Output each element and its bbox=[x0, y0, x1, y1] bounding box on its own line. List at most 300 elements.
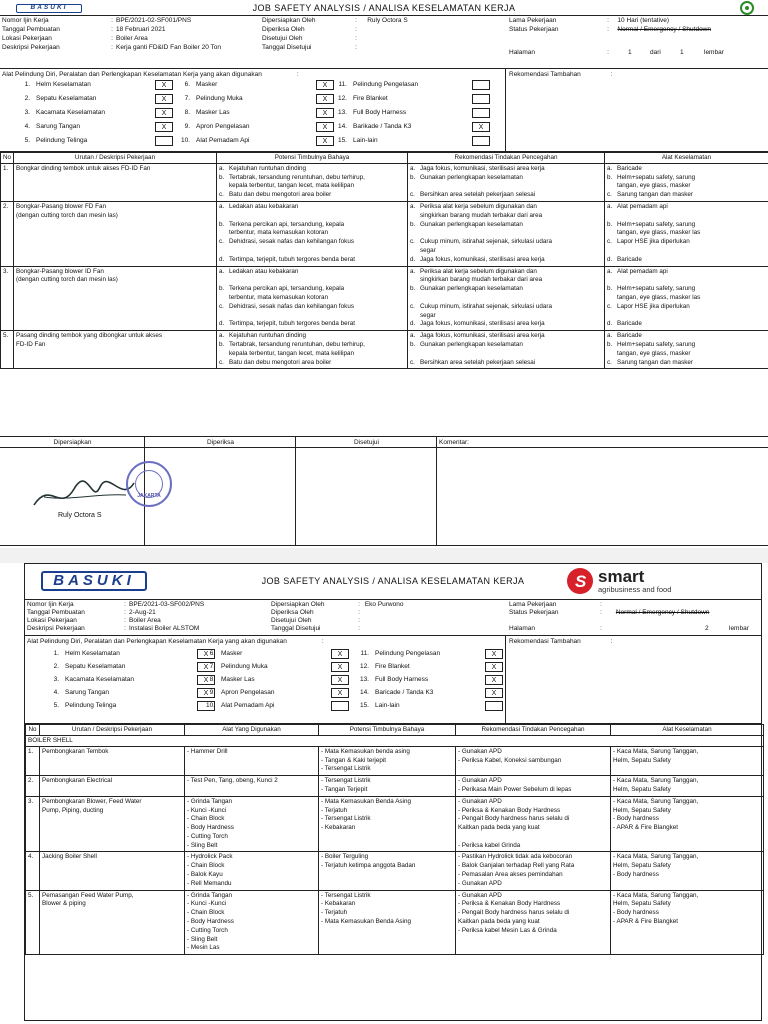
column-header: Alat Yang Digunakan bbox=[185, 725, 319, 736]
ppe-item-number: 6. bbox=[209, 650, 215, 657]
item-text: Lapor HSE jika diperlukan bbox=[617, 238, 690, 246]
alat-cell bbox=[185, 852, 319, 890]
item-letter: c. bbox=[219, 358, 224, 366]
alat-line bbox=[607, 203, 766, 212]
table-row bbox=[26, 776, 764, 797]
ppe-checkbox[interactable]: X bbox=[331, 675, 349, 685]
ppe-checkbox[interactable]: X bbox=[331, 649, 349, 659]
rekom-line bbox=[410, 212, 602, 221]
label: Halaman bbox=[509, 625, 536, 632]
rekom-line: - Balok Ganjalan terhadap Rell yang Rata bbox=[458, 862, 575, 870]
label: dari bbox=[650, 49, 661, 56]
ppe-item-text: Masker Las bbox=[221, 676, 255, 683]
rekom-line bbox=[410, 221, 602, 230]
item-letter: a. bbox=[607, 332, 613, 340]
rekom-line bbox=[410, 359, 602, 368]
rekom-cell bbox=[456, 890, 611, 955]
ppe-item-number: 5. bbox=[53, 702, 59, 709]
bahaya-cell bbox=[217, 163, 408, 201]
ppe-item-label bbox=[333, 109, 406, 117]
item-letter: b. bbox=[607, 285, 613, 293]
desc-line: Blower & piping bbox=[42, 900, 86, 908]
label: Diperiksa Oleh bbox=[271, 609, 314, 616]
item-text: Cukup minum, istirahat sejenak, sirkulasi udara bbox=[420, 238, 552, 246]
bahaya-line: - Tangan Terjepit bbox=[321, 785, 368, 793]
item-text: Lapor HSE jika diperlukan bbox=[617, 302, 690, 310]
ppe-item-number: 4. bbox=[53, 689, 59, 696]
work-step-text: Bongkar dinding tembok untuk akses FD-ID Fan bbox=[16, 164, 151, 172]
bahaya-cell bbox=[217, 331, 408, 369]
alat-line bbox=[607, 294, 766, 303]
ppe-item-number: 3. bbox=[53, 676, 59, 683]
desc-cell bbox=[40, 746, 185, 775]
item-letter: d. bbox=[219, 320, 225, 328]
ppe-item-label bbox=[176, 81, 217, 89]
bahaya-line bbox=[219, 276, 405, 285]
item-text: Dehidrasi, sesak nafas dan kehilangan fokus bbox=[229, 302, 354, 310]
ppe-item-label bbox=[333, 95, 388, 103]
bahaya-line bbox=[219, 191, 405, 200]
label: Dipersiapkan Oleh bbox=[262, 17, 316, 24]
item-text: tangan, eye glass, masker bbox=[617, 349, 691, 357]
ppe-item-text: Kacamata Keselamatan bbox=[36, 109, 106, 116]
item-text: Tertimpa, terjepit, tubuh tergores benda berat bbox=[229, 255, 356, 263]
ppe-item-text: Sepatu Keselamatan bbox=[65, 663, 126, 670]
item-text: Periksa alat kerja sebelum digunakan dan bbox=[420, 267, 537, 275]
item-text: singkirkan barang mudah terbakar dari area bbox=[420, 211, 543, 219]
bahaya-line: - Tersengat Listrik bbox=[321, 815, 371, 823]
ppe-item-text: Lain-lain bbox=[353, 137, 378, 144]
ppe-item-label bbox=[201, 689, 275, 697]
ppe-item-text: Helm Keselamatan bbox=[36, 81, 91, 88]
rekom-line: - Pastikan Hydrolick tidak ada kebocoran bbox=[458, 853, 573, 861]
item-text: Tertimpa, terjepit, tubuh tergores benda berat bbox=[229, 320, 356, 328]
created-date: 18 Februari 2021 bbox=[116, 26, 166, 33]
alat-line bbox=[607, 221, 766, 230]
ppe-checkbox[interactable]: X bbox=[197, 675, 215, 685]
rekom-line: - Gunakan APD bbox=[458, 879, 502, 887]
rekom-line bbox=[410, 165, 602, 174]
jsa-table bbox=[0, 152, 768, 369]
doc1-meta: Nomor Ijin Kerja : BPE/2021-02-SF001/PNS Tanggal Pembuatan : 18 Februari 2021 Lokasi Pekerjaan : Boiler Area Deskripsi Pekerjaan : Kerja ganti FD&ID Fan Boiler 20 Ton Dipersiapkan Oleh : Ruly Octora S Diperiksa Oleh : Disetujui Oleh : Tanggal Disetujui : Lama Pekerjaan : 10 Hari (tentative) Status Pekerjaan : Normal / Emergency / Shutdown Halaman : 1 dari 1 lembar bbox=[0, 16, 768, 69]
row-number: 2. bbox=[26, 776, 40, 797]
bahaya-cell bbox=[319, 852, 456, 890]
page-number: 1 bbox=[628, 49, 632, 56]
alat-line: - Hammer Drill bbox=[187, 747, 228, 755]
ppe-item-number: 12. bbox=[359, 663, 369, 670]
bahaya-line bbox=[219, 332, 405, 341]
bahaya-line bbox=[219, 212, 405, 221]
item-letter: b. bbox=[410, 285, 416, 293]
item-text: Gunakan perlengkapan keselamatan bbox=[420, 341, 523, 348]
item-letter: d. bbox=[219, 255, 225, 263]
ppe-item-number: 10. bbox=[180, 137, 190, 144]
alat-cell bbox=[185, 890, 319, 955]
alat-line: - Sling Belt bbox=[187, 935, 218, 943]
work-location: Boiler Area bbox=[129, 617, 161, 624]
work-status: Normal / Emergency / Shutdown bbox=[615, 609, 710, 616]
item-letter: d. bbox=[410, 255, 416, 263]
column-header: Potensi Timbulnya Bahaya bbox=[319, 725, 456, 736]
work-description: Instalasi Boiler ALSTOM bbox=[129, 625, 200, 632]
apd-line: Helm, Sepatu Safety bbox=[613, 862, 671, 870]
apd-line: Helm, Sepatu Safety bbox=[613, 756, 671, 764]
apd-line: - Kaca Mata, Sarung Tanggan, bbox=[613, 891, 699, 899]
sign-label: Diperiksa bbox=[206, 439, 235, 446]
row-number: 1. bbox=[1, 163, 14, 201]
ppe-item-text: Pelindung Telinga bbox=[36, 137, 88, 144]
work-step-text: Bongkar-Pasang blower ID Fan bbox=[16, 267, 104, 275]
alat-line: - Cutting Torch bbox=[187, 832, 228, 840]
rekom-line bbox=[410, 174, 602, 183]
ppe-item-text: Full Body Harness bbox=[353, 109, 407, 116]
ppe-item-number: 8. bbox=[184, 109, 190, 116]
alat-line bbox=[607, 303, 766, 312]
alat-line bbox=[607, 191, 766, 200]
apd-line: - APAR & Fire Blangket bbox=[613, 918, 678, 926]
row-number: 3. bbox=[26, 796, 40, 852]
alat-line bbox=[607, 268, 766, 277]
ppe-checkbox[interactable]: X bbox=[485, 649, 503, 659]
alat-line bbox=[607, 350, 766, 359]
desc-line: Pump, Piping, ducting bbox=[42, 806, 104, 814]
item-letter: a. bbox=[410, 332, 416, 340]
item-letter: a. bbox=[410, 267, 416, 275]
ppe-item-label bbox=[16, 123, 80, 131]
rekom-line: - Gunakan APD bbox=[458, 797, 502, 805]
bahaya-line: - Boiler Terguling bbox=[321, 853, 369, 861]
ppe-checkbox[interactable]: X bbox=[155, 108, 173, 118]
apd-cell bbox=[611, 776, 764, 797]
ppe-item-label bbox=[333, 123, 411, 131]
apd-line: - Body hardness bbox=[613, 815, 659, 823]
item-text: Kejatuhan runtuhan dinding bbox=[229, 164, 307, 172]
column-header: Alat Keselamatan bbox=[611, 725, 764, 736]
ppe-item-text: Fire Blanket bbox=[353, 95, 388, 102]
rekom-line bbox=[410, 276, 602, 285]
table-row bbox=[1, 163, 768, 201]
ppe-item-number: 3. bbox=[24, 109, 30, 116]
alat-line bbox=[607, 341, 766, 350]
alat-line bbox=[607, 182, 766, 191]
item-letter: c. bbox=[607, 358, 612, 366]
apd-line: - Kaca Mata, Sarung Tanggan, bbox=[613, 777, 699, 785]
ppe-checkbox[interactable]: X bbox=[472, 122, 490, 132]
label: Nomor Ijin Kerja bbox=[27, 601, 74, 608]
ppe-checkbox[interactable] bbox=[472, 80, 490, 90]
bahaya-line: - Mata Kemasukan Benda Asing bbox=[321, 918, 411, 926]
table-row bbox=[1, 266, 768, 331]
item-text: terbentur, mata kemasukan kotoran bbox=[229, 294, 329, 302]
item-text: Helm+sepatu safety, sarung bbox=[617, 341, 696, 348]
rekom-line bbox=[410, 256, 602, 265]
item-letter: c. bbox=[410, 302, 415, 310]
ppe-item-label bbox=[176, 123, 250, 131]
prepared-by: Ruly Octora S bbox=[367, 17, 408, 24]
item-letter: b. bbox=[607, 173, 613, 181]
alat-line: - Chain Block bbox=[187, 862, 225, 870]
item-text: Batu dan debu mengotori area boiler bbox=[229, 358, 332, 366]
ppe-checkbox[interactable]: X bbox=[316, 80, 334, 90]
ppe-item-label bbox=[333, 81, 418, 89]
bahaya-line bbox=[219, 285, 405, 294]
ppe-checkbox[interactable] bbox=[472, 108, 490, 118]
ppe-checkbox[interactable]: X bbox=[316, 122, 334, 132]
ppe-item-label bbox=[355, 663, 410, 671]
label: Dipersiapkan Oleh bbox=[271, 601, 325, 608]
bahaya-line: - Tersengat Listrik bbox=[321, 765, 371, 773]
rekom-line: - Periksa kabel Mesin Las & Grinda bbox=[458, 926, 557, 934]
bahaya-line bbox=[219, 229, 405, 238]
work-step bbox=[14, 266, 217, 331]
smart-logo bbox=[567, 568, 743, 596]
item-text: Baricade bbox=[617, 255, 642, 263]
ppe-item-label bbox=[45, 663, 125, 671]
ppe-item-text: Full Body Harness bbox=[375, 676, 429, 683]
item-text: Periksa alat kerja sebelum digunakan dan bbox=[420, 203, 537, 211]
alat-line bbox=[607, 332, 766, 341]
ppe-checkbox[interactable]: X bbox=[316, 94, 334, 104]
item-text: Sarung tangan dan masker bbox=[617, 358, 693, 366]
item-letter: a. bbox=[410, 203, 416, 211]
rekom-line bbox=[410, 312, 602, 321]
ppe-item-text: Alat Pemadam Api bbox=[221, 702, 275, 709]
ppe-caption: Alat Pelindung Diri, Peralatan dan Perlengkapan Keselamatan Kerja yang akan digunakan : bbox=[27, 638, 324, 645]
ppe-checkbox[interactable]: X bbox=[331, 688, 349, 698]
item-letter: a. bbox=[607, 164, 613, 172]
ppe-checkbox[interactable]: X bbox=[197, 662, 215, 672]
item-letter: b. bbox=[607, 341, 613, 348]
bahaya-cell bbox=[217, 266, 408, 331]
ppe-checkbox[interactable] bbox=[472, 94, 490, 104]
ppe-checkbox[interactable]: X bbox=[485, 662, 503, 672]
ppe-item-label bbox=[16, 95, 96, 103]
rekom-line: - Periksa Kabel, Koneksi sambungan bbox=[458, 756, 562, 764]
ppe-checkbox[interactable]: X bbox=[485, 675, 503, 685]
rekom-line bbox=[410, 238, 602, 247]
bahaya-line bbox=[219, 182, 405, 191]
alat-line bbox=[607, 174, 766, 183]
alat-line: - Body Hardness bbox=[187, 824, 234, 832]
ppe-caption: Alat Pelindung Diri, Peralatan dan Perlengkapan Keselamatan Kerja yang akan digunakan : bbox=[2, 71, 299, 78]
table-row bbox=[26, 890, 764, 955]
alat-line: - Chain Block bbox=[187, 909, 225, 917]
apd-cell bbox=[611, 890, 764, 955]
item-letter: c. bbox=[607, 238, 612, 246]
bahaya-line bbox=[219, 268, 405, 277]
rekom-cell bbox=[456, 776, 611, 797]
ppe-checkbox[interactable] bbox=[155, 136, 173, 146]
bahaya-line bbox=[219, 221, 405, 230]
item-text: Bersihkan area setelah pekerjaan selesai bbox=[420, 191, 536, 199]
label: Nomor Ijin Kerja bbox=[2, 17, 49, 24]
label: Status Pekerjaan bbox=[509, 26, 559, 33]
item-letter: c. bbox=[219, 238, 224, 246]
alat-line bbox=[607, 229, 766, 238]
ppe-checkbox[interactable]: X bbox=[155, 122, 173, 132]
item-text: Ledakan atau kebakaran bbox=[229, 203, 299, 211]
ppe-checkbox[interactable]: X bbox=[155, 94, 173, 104]
ppe-checkbox[interactable]: X bbox=[197, 649, 215, 659]
rekom-line bbox=[410, 191, 602, 200]
ppe-item-label bbox=[333, 137, 378, 145]
row-number: 4. bbox=[26, 852, 40, 890]
work-step-text: FD-ID Fan bbox=[16, 341, 46, 348]
desc-cell bbox=[40, 796, 185, 852]
table-row bbox=[26, 796, 764, 852]
ppe-item-number: 2. bbox=[24, 95, 30, 102]
item-text: Jaga fokus, komunikasi, sterilisasi area kerja bbox=[420, 164, 545, 172]
rekom-cell bbox=[456, 746, 611, 775]
ppe-item-label bbox=[201, 702, 274, 710]
label: Deskripsi Pekerjaan bbox=[2, 44, 60, 51]
bahaya-line: - Mata Kemasukan Benda Asing bbox=[321, 797, 411, 805]
bahaya-line bbox=[219, 341, 405, 350]
ppe-item-label bbox=[201, 676, 255, 684]
item-text: Kejatuhan runtuhan dinding bbox=[229, 332, 307, 340]
item-text: Gunakan perlengkapan keselamatan bbox=[420, 285, 523, 293]
ppe-item-text: Barikade / Tanda K3 bbox=[353, 123, 412, 130]
rekom-line bbox=[410, 247, 602, 256]
bahaya-line bbox=[219, 320, 405, 329]
ppe-checkbox[interactable]: X bbox=[197, 688, 215, 698]
bahaya-line bbox=[219, 312, 405, 321]
rekom-line: - Perikasa Main Power Sebelum di lepas bbox=[458, 785, 572, 793]
apd-line: - Body hardness bbox=[613, 909, 659, 917]
column-header: No bbox=[26, 725, 40, 736]
desc-line: Pembongkaran Tembok bbox=[42, 747, 109, 755]
item-letter: d. bbox=[607, 255, 613, 263]
ppe-item-text: Masker Las bbox=[196, 109, 230, 116]
ppe-item-label bbox=[355, 676, 428, 684]
bahaya-cell bbox=[319, 796, 456, 852]
ppe-item-label bbox=[355, 650, 440, 658]
apd-line: - Kaca Mata, Sarung Tanggan, bbox=[613, 747, 699, 755]
item-text: tangan, eye glass, masker las bbox=[617, 294, 701, 302]
work-status: Normal / Emergency / Shutdown bbox=[617, 26, 711, 33]
item-letter: b. bbox=[219, 220, 225, 228]
ppe-section bbox=[25, 636, 761, 724]
ppe-checkbox[interactable] bbox=[472, 136, 490, 146]
alat-cell bbox=[605, 266, 768, 331]
alat-cell bbox=[185, 746, 319, 775]
rekom-line: - Pemasalan Area akses pemindahan bbox=[458, 871, 563, 879]
item-text: Alat pemadam api bbox=[617, 203, 668, 211]
item-text: Jaga fokus, komunikasi, sterilisasi area kerja bbox=[420, 332, 545, 340]
desc-cell bbox=[40, 776, 185, 797]
alat-line: - Kunci -Kunci bbox=[187, 900, 227, 908]
bahaya-line: - Tangan & Kaki terjepit bbox=[321, 756, 386, 764]
ppe-item-number: 15. bbox=[337, 137, 347, 144]
apd-cell bbox=[611, 746, 764, 775]
ppe-item-text: Pelindung Pengelasan bbox=[353, 81, 419, 88]
ppe-item-number: 15. bbox=[359, 702, 369, 709]
alat-line bbox=[607, 276, 766, 285]
ppe-checkbox[interactable] bbox=[331, 701, 349, 711]
alat-line bbox=[607, 212, 766, 221]
item-text: Terkena percikan api, tersandung, kepala bbox=[229, 285, 345, 293]
bahaya-cell bbox=[319, 890, 456, 955]
jsa-table bbox=[25, 724, 761, 955]
ppe-checkbox[interactable]: X bbox=[316, 108, 334, 118]
alat-line bbox=[607, 359, 766, 368]
item-letter: c. bbox=[410, 358, 415, 366]
item-letter: b. bbox=[410, 220, 416, 228]
ppe-checkbox[interactable]: X bbox=[155, 80, 173, 90]
sign-label: Dipersiapkan bbox=[53, 439, 92, 446]
rekom-line: - Periksa & Kenakan Body Hardness bbox=[458, 900, 561, 908]
ppe-item-number: 9. bbox=[184, 123, 190, 130]
alat-line: - Sling Belt bbox=[187, 841, 218, 849]
row-number: 3. bbox=[1, 266, 14, 331]
ppe-item-number: 4. bbox=[24, 123, 30, 130]
work-step-text: (dengan cutting torch dan mesin las) bbox=[16, 276, 118, 284]
alat-line: - Chain Block bbox=[187, 815, 225, 823]
ppe-checkbox[interactable]: X bbox=[331, 662, 349, 672]
row-number: 5. bbox=[26, 890, 40, 955]
basuki-logo: BASUKI bbox=[16, 4, 82, 13]
ppe-item-text: Lain-lain bbox=[375, 702, 400, 709]
permit-number: BPE/2021-02-SF001/PNS bbox=[116, 17, 192, 24]
rekom-line: - Gunakan APD bbox=[458, 891, 502, 899]
item-text: tangan, eye glass, masker las bbox=[617, 229, 701, 237]
bahaya-line bbox=[219, 303, 405, 312]
brand-word: smart bbox=[598, 567, 645, 586]
jsa-document-page-2 bbox=[24, 563, 762, 1021]
page-separator bbox=[0, 548, 768, 563]
rekom-line: - Gunakan APD bbox=[458, 747, 502, 755]
ppe-item-text: Sarung Tangan bbox=[65, 689, 109, 696]
table-row bbox=[1, 202, 768, 267]
rekom-line bbox=[410, 303, 602, 312]
column-header: No bbox=[1, 153, 14, 164]
item-text: segar bbox=[420, 311, 436, 319]
item-letter: c. bbox=[607, 191, 612, 199]
bahaya-line bbox=[219, 203, 405, 212]
ppe-item-text: Apron Pengelasan bbox=[196, 123, 250, 130]
ppe-item-text: Pelindung Pengelasan bbox=[375, 650, 441, 657]
ppe-checkbox[interactable]: X bbox=[485, 688, 503, 698]
work-description: Kerja ganti FD&ID Fan Boiler 20 Ton bbox=[116, 44, 222, 51]
doc1-header bbox=[0, 0, 768, 16]
column-header: Alat Keselamatan bbox=[605, 153, 768, 164]
ppe-item-label bbox=[355, 689, 433, 697]
item-letter: b. bbox=[607, 220, 613, 228]
work-step-text: Pasang dinding tembok yang dibongkar untuk akses bbox=[16, 332, 162, 340]
company-stamp: JAKARTA bbox=[126, 461, 172, 507]
smart-logo-icon bbox=[567, 568, 593, 594]
ppe-item-label bbox=[16, 109, 105, 117]
ppe-section bbox=[0, 69, 768, 152]
ppe-item-text: Masker bbox=[221, 650, 243, 657]
alat-line bbox=[607, 320, 766, 329]
item-text: Batu dan debu mengotori area boiler bbox=[229, 191, 332, 199]
work-step bbox=[14, 331, 217, 369]
ppe-item-label bbox=[176, 95, 243, 103]
ppe-checkbox[interactable] bbox=[485, 701, 503, 711]
bahaya-line bbox=[219, 256, 405, 265]
bahaya-line: - Terjatuh ketimpa anggota Badan bbox=[321, 862, 416, 870]
item-text: Baricade bbox=[617, 164, 642, 172]
item-letter: c. bbox=[607, 302, 612, 310]
alat-cell bbox=[605, 163, 768, 201]
alat-line bbox=[607, 165, 766, 174]
rekom-line bbox=[410, 229, 602, 238]
label: Lokasi Pekerjaan bbox=[27, 617, 77, 624]
table-row bbox=[1, 331, 768, 369]
ppe-checkbox[interactable]: X bbox=[316, 136, 334, 146]
item-text: Tertabrak, tersandung reruntuhan, debu terhirup, bbox=[229, 173, 365, 181]
